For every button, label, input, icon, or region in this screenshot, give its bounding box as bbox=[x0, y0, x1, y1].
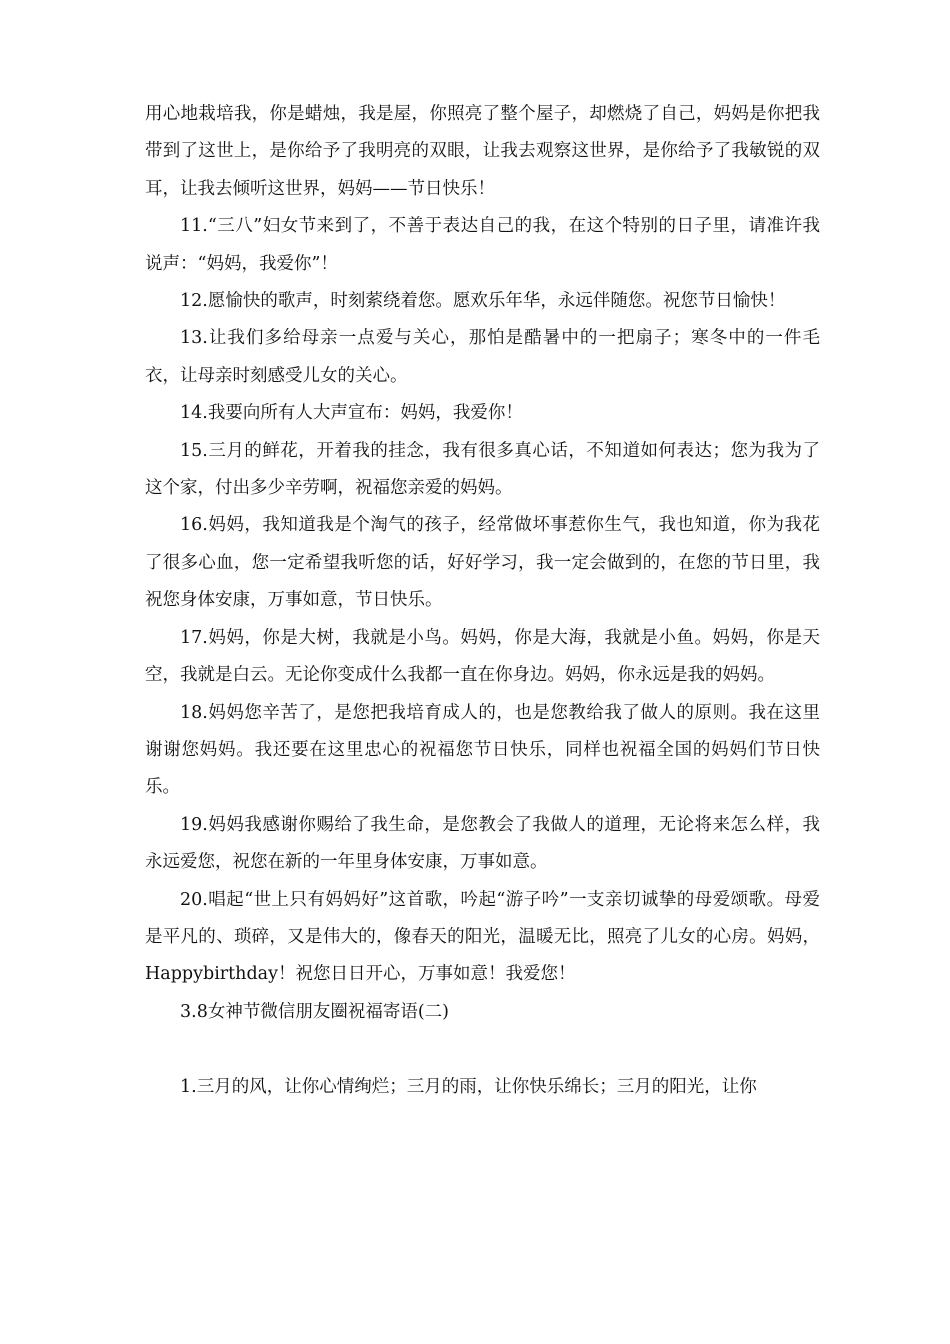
paragraph-next-1: 1.三月的风，让你心情绚烂；三月的雨，让你快乐绵长；三月的阳光，让你 bbox=[180, 1076, 757, 1097]
paragraph-14: 14.我要向所有人大声宣布：妈妈，我爱你！ bbox=[180, 403, 523, 424]
blank-line bbox=[145, 1031, 820, 1068]
paragraph-15: 15.三月的鲜花，开着我的挂念，我有很多真心话，不知道如何表达；您为我为了这个家，付出多少辛劳啊，祝福您亲爱的妈妈。 bbox=[145, 440, 820, 499]
section-heading: 3.8女神节微信朋友圈祝福寄语(二) bbox=[180, 1001, 449, 1022]
paragraph-13: 13.让我们多给母亲一点爱与关心，那怕是酷暑中的一把扇子；寒冬中的一件毛衣，让母亲时刻感受儿女的关心。 bbox=[145, 328, 820, 386]
paragraph-16: 16.妈妈，我知道我是个淘气的孩子，经常做坏事惹你生气，我也知道，你为我花了很多心血，您一定希望我听您的话，好好学习，我一定会做到的，在您的节日里，我祝您身体安康，万事如意，节日快乐。 bbox=[145, 515, 820, 611]
paragraph-20: 20.唱起“世上只有妈妈好”这首歌，吟起“游子吟”一支亲切诚挚的母爱颂歌。母爱是平凡的、琐碎，又是伟大的，像春天的阳光，温暖无比，照亮了儿女的心房。妈妈，Happybirthday！祝您日日开心，万事如意！我爱您！ bbox=[145, 889, 820, 985]
paragraph-18: 18.妈妈您辛苦了，是您把我培育成人的，也是您教给我了做人的原则。我在这里谢谢您妈妈。我还要在这里忠心的祝福您节日快乐，同样也祝福全国的妈妈们节日快乐。 bbox=[145, 702, 820, 798]
paragraph-11: 11.“三八”妇女节来到了，不善于表达自己的我，在这个特别的日子里，请准许我说声：“妈妈，我爱你”！ bbox=[145, 216, 820, 274]
paragraph-continued: 用心地栽培我，你是蜡烛，我是屋，你照亮了整个屋子，却燃烧了自己，妈妈是你把我带到了这世上，是你给予了我明亮的双眼，让我去观察这世界，是你给予了我敏锐的双耳，让我去倾听这世界，妈妈——节日快乐！ bbox=[145, 104, 820, 199]
paragraph-17: 17.妈妈，你是大树，我就是小鸟。妈妈，你是大海，我就是小鱼。妈妈，你是天空，我就是白云。无论你变成什么我都一直在你身边。妈妈，你永远是我的妈妈。 bbox=[145, 627, 820, 686]
paragraph-19: 19.妈妈我感谢你赐给了我生命，是您教会了我做人的道理，无论将来怎么样，我永远爱您，祝您在新的一年里身体安康，万事如意。 bbox=[145, 814, 820, 873]
paragraph-12: 12.愿愉快的歌声，时刻萦绕着您。愿欢乐年华，永远伴随您。祝您节日愉快！ bbox=[180, 291, 786, 312]
document-page bbox=[145, 96, 820, 1106]
